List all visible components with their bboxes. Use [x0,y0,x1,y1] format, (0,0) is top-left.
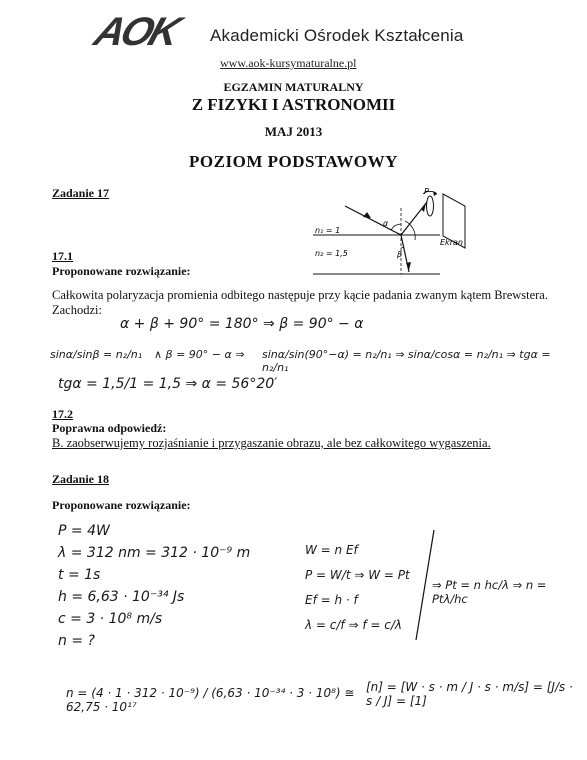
snell-law: sinα/sinβ = n₂/n₁ [50,348,143,361]
exam-title: EGZAMIN MATURALNY [223,80,364,94]
relation-wavelength: λ = c/f ⇒ f = c/λ [305,618,402,632]
brewster-diagram [305,188,480,280]
given-power: P = 4W [58,523,110,539]
task-18-label: Proponowane rozwiązanie: [52,498,191,512]
beta-substitution: ∧ β = 90° − α ⇒ [154,348,245,361]
brewster-angle-result: tgα = 1,5/1 = 1,5 ⇒ α = 56°20′ [58,376,278,392]
n1-label: n₁ = 1 [315,226,341,235]
given-light-speed: c = 3 · 10⁸ m/s [58,611,163,627]
logo-text: Akademicki Ośrodek Kształcenia [210,26,464,45]
equation-angles: α + β + 90° = 180° ⇒ β = 90° − α [120,316,364,332]
alpha-label: α [383,219,389,228]
task-18-title: Zadanie 18 [52,472,110,486]
relations [305,538,410,638]
exam-level: POZIOM PODSTAWOWY [189,152,398,171]
exam-subject: Z FIZYKI I ASTRONOMII [191,95,396,114]
website-url[interactable]: www.aok-kursymaturalne.pl [220,56,357,70]
given-time: t = 1s [58,567,101,583]
brewster-text-line1: Całkowita polaryzacja promienia odbitego następuje przy kącie padania zwanym kątem Brewstera. [52,288,548,302]
part-17-2-label: Poprawna odpowiedź: [52,421,167,435]
part-17-1-label: Proponowane rozwiązanie: [52,264,191,278]
relation-photon: Ef = h · f [305,593,358,607]
part-17-2-number: 17.2 [52,407,73,421]
numeric-result: n = (4 · 1 · 312 · 10⁻⁹) / (6,63 · 10⁻³⁴ · 3 · 10⁸) ≅ 62,75 · 10¹⁷ [66,686,355,714]
exam-date: MAJ 2013 [264,124,323,139]
derived-formula: ⇒ Pt = n hc/λ ⇒ n = Ptλ/hc [432,578,547,606]
brewster-text-line2: Zachodzi: [52,303,102,317]
unknown-n: n = ? [58,633,95,649]
polarizer-label: P [424,188,429,196]
beta-label: β [397,250,403,259]
part-17-1-number: 17.1 [52,249,73,263]
given-values [58,520,250,652]
tangent-derivation: sinα/sin(90°−α) = n₂/n₁ ⇒ sinα/cosα = n₂/n₁ ⇒ tgα = n₂/n₁ [262,348,551,374]
screen-label: Ekran [440,238,463,247]
answer-17-2: B. zaobserwujemy rozjaśnianie i przygaszanie obrazu, ale bez całkowitego wygaszenia. [52,436,491,450]
given-planck: h = 6,63 · 10⁻³⁴ Js [58,589,185,605]
relation-power: P = W/t ⇒ W = Pt [305,568,410,582]
unit-check: [n] = [W · s · m / J · s · m/s] = [J/s · s / J] = [1] [366,680,573,708]
given-wavelength: λ = 312 nm = 312 · 10⁻⁹ m [58,545,251,561]
aok-logo: AOK [89,10,184,54]
n2-label: n₂ = 1,5 [315,249,348,258]
relation-energy: W = n Ef [305,543,358,557]
task-17-title: Zadanie 17 [52,186,110,200]
